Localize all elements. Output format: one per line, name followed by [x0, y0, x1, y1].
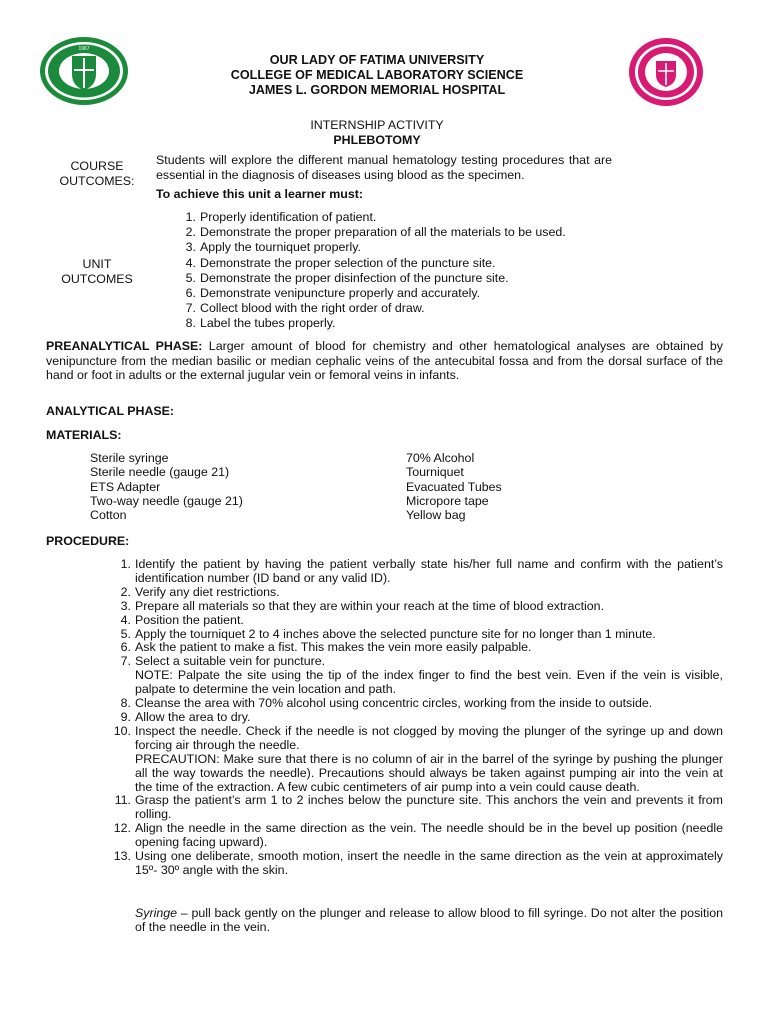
list-item: 9. Allow the area to dry. — [120, 709, 251, 724]
unit-outcomes-label-1: UNIT — [82, 257, 112, 271]
material-item: Two-way needle (gauge 21) — [90, 493, 243, 508]
material-item: Sterile syringe — [90, 451, 169, 465]
unit-outcomes-intro: To achieve this unit a learner must: — [156, 187, 364, 201]
procedure-list — [113, 557, 723, 878]
preanalytical-paragraph — [46, 339, 723, 383]
university-name: OUR LADY OF FATIMA UNIVERSITY — [269, 53, 485, 67]
material-item: ETS Adapter — [90, 479, 161, 494]
list-item: 11. Grasp the patient’s arm 1 to 2 inches below the puncture site. This anchors the vein and prevents it from rolling. — [114, 793, 723, 822]
materials-right-column — [406, 451, 502, 522]
list-item: 7. Collect blood with the right order of draw. — [185, 301, 425, 316]
preanalytical-label: PREANALYTICAL PHASE: — [46, 339, 203, 353]
list-item: 13. Using one deliberate, smooth motion, insert the needle in the same direction as the vein at approximately 15º- 30º angle with the skin. — [113, 849, 723, 877]
list-item: 5. Apply the tourniquet 2 to 4 inches above the selected puncture site for no longer than 1 minute. — [120, 626, 656, 641]
list-item: 3. Apply the tourniquet properly. — [185, 240, 361, 255]
list-item: 4. Position the patient. — [120, 612, 244, 627]
material-item: Evacuated Tubes — [406, 479, 502, 494]
list-item: 6. Ask the patient to make a fist. This makes the vein more easily palpable. — [120, 640, 532, 655]
university-seal-logo — [38, 36, 130, 106]
procedure-precaution: PRECAUTION: Make sure that there is no column of air in the barrel of the syringe by pushing the plunger all the way towards the needle). Precautions should always be taken against pumping air into the vein at the time of the extraction. A few cubic centimeters of air pump into a vein could cause death. — [135, 751, 723, 794]
material-item: Tourniquet — [406, 465, 464, 480]
preanalytical-text: Larger amount of blood for chemistry and other hematological analyses are obtained by venipuncture from the median basilic or median cephalic veins of the antecubital fossa and from the dorsal surface of the hand or foot in adults or the external jugular vein or femoral veins in infants. — [46, 339, 724, 383]
material-item: Cotton — [90, 508, 127, 523]
list-item: 2. Demonstrate the proper preparation of all the materials to be used. — [185, 225, 566, 240]
list-item: 6. Demonstrate venipuncture properly and accurately. — [185, 286, 481, 301]
materials-label: MATERIALS: — [46, 428, 122, 442]
syringe-label: Syringe — [135, 906, 178, 920]
unit-outcomes-label-2: OUTCOMES — [61, 271, 133, 286]
list-item: 1. Identify the patient by having the patient verbally state his/her full name and confirm with the patient’s identification number (ID band or any valid ID). — [120, 557, 723, 585]
list-item: 12. Align the needle in the same direction as the vein. The needle should be in the bevel up position (needle opening facing upward). — [113, 821, 723, 850]
seal-year: 1967 — [78, 46, 90, 52]
list-item: 8. Cleanse the area with 70% alcohol using concentric circles, working from the inside to outside. — [120, 696, 653, 711]
analytical-label: ANALYTICAL PHASE: — [46, 404, 175, 418]
procedure-note: NOTE: Palpate the site using the tip of the index finger to find the best vein. Even if the vein is visible, palpate to determine the vein location and path. — [135, 668, 723, 697]
material-item: Sterile needle (gauge 21) — [90, 465, 230, 480]
material-item: Micropore tape — [406, 493, 489, 508]
syringe-text: – pull back gently on the plunger and release to allow blood to fill syringe. Do not alter the position of the needle in the vein. — [135, 906, 723, 934]
list-item: 8. Label the tubes properly. — [185, 316, 336, 331]
list-item: 4. Demonstrate the proper selection of the puncture site. — [185, 255, 496, 270]
procedure-label: PROCEDURE: — [46, 534, 130, 548]
material-item: 70% Alcohol — [406, 451, 475, 465]
list-item: 7. Select a suitable vein for puncture. NOTE: Palpate the site using the tip of the index finger to find the best vein. Even if the vein is visible, palpate to determine the vein location and path. — [120, 654, 723, 697]
course-outcomes-text: Students will explore the different manual hematology testing procedures that are essential in the diagnosis of diseases using blood as the specimen. — [156, 153, 612, 182]
course-outcomes-label-2: OUTCOMES: — [59, 173, 135, 188]
list-item: 5. Demonstrate the proper disinfection of the puncture site. — [185, 270, 509, 285]
list-item: 3. Prepare all materials so that they are within your reach at the time of blood extraction. — [120, 598, 605, 613]
activity-title: PHLEBOTOMY — [333, 132, 421, 147]
hospital-seal-logo — [628, 37, 704, 107]
activity-type: INTERNSHIP ACTIVITY — [310, 118, 444, 132]
list-item: 2. Verify any diet restrictions. — [120, 584, 280, 599]
material-item: Yellow bag — [406, 508, 466, 523]
course-outcomes-label-1: COURSE — [70, 159, 124, 173]
list-item: 1. Properly identification of patient. — [185, 210, 377, 224]
college-name: COLLEGE OF MEDICAL LABORATORY SCIENCE — [230, 68, 524, 82]
unit-outcomes-list — [185, 210, 566, 332]
syringe-paragraph — [135, 906, 723, 934]
materials-left-column — [90, 451, 243, 522]
hospital-name: JAMES L. GORDON MEMORIAL HOSPITAL — [248, 83, 506, 97]
list-item: 10. Inspect the needle. Check if the needle is not clogged by moving the plunger of the syringe up and down forcing air through the needle. PRECAUTION: Make sure that there is no column of air in the barrel of the syringe by pushing the plunger all the way towards the needle). Precautions should always be taken against pumping air into the vein at the time of the extraction. A few cubic centimeters of air pump into a vein could cause death. — [113, 723, 723, 794]
